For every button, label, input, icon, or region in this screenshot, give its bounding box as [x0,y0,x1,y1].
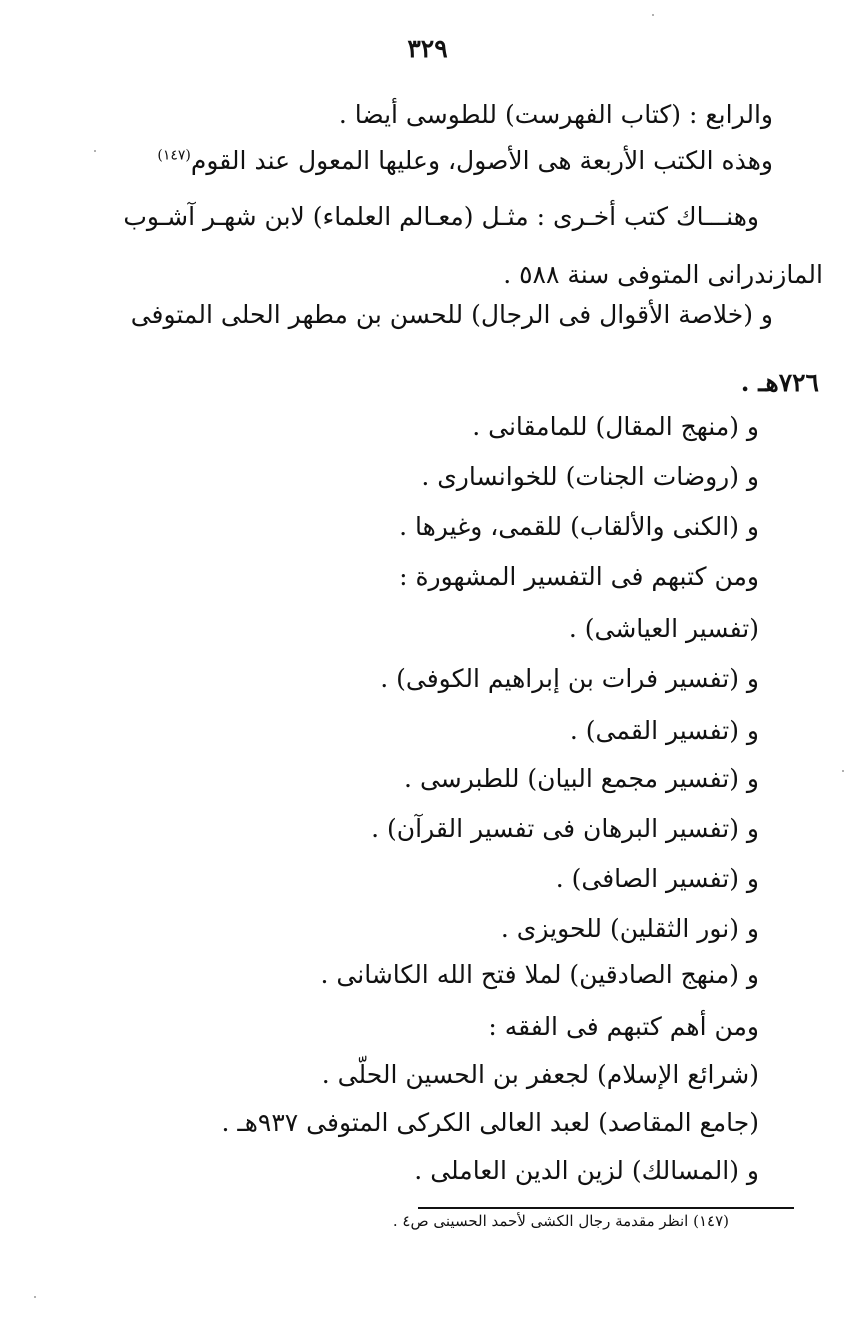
text-line-10: ومن كتبهم فى التفسير المشهورة : [399,562,759,591]
text-line-4: المازندرانى المتوفى سنة ٥٨٨ . [503,260,823,289]
scan-speck [34,1296,36,1298]
footnote: (١٤٧) انظر مقدمة رجال الكشى لأحمد الحسينى ص٤ . [392,1212,729,1230]
text-line-11: (تفسير العياشى) . [568,614,759,643]
scan-speck [94,150,96,152]
text-line-9: و (الكنى والألقاب) للقمى، وغيرها . [399,512,759,541]
text-line-16: و (تفسير الصافى) . [555,864,759,893]
text-line-2 [157,146,773,176]
scan-speck [652,14,654,16]
text-line-21: (جامع المقاصد) لعبد العالى الكركى المتوفى ٩٣٧هـ . [221,1108,759,1137]
text-line-22: و (المسالك) لزين الدين العاملى . [414,1156,759,1185]
text-line-14: و (تفسير مجمع البيان) للطبرسى . [404,764,759,793]
text-line-18: و (منهج الصادقين) لملا فتح الله الكاشانى . [320,960,759,989]
footnote-rule [418,1207,794,1209]
text-line-13: و (تفسير القمى) . [569,716,759,745]
text-line-12: و (تفسير فرات بن إبراهيم الكوفى) . [380,664,759,693]
text-line-2-body: وهذه الكتب الأربعة هى الأصول، وعليها المعول عند القوم [190,146,773,175]
text-line-15: و (تفسير البرهان فى تفسير القرآن) . [371,814,759,843]
text-line-3: وهنـــاك كتب أخـرى : مثـل (معـالم العلماء) لابن شهـر آشـوب [123,202,759,231]
text-line-7: و (منهج المقال) للمامقانى . [472,412,759,441]
text-line-1: والرابع : (كتاب الفهرست) للطوسى أيضا . [338,100,773,129]
page-number: ٣٢٩ [407,34,448,63]
text-line-19: ومن أهم كتبهم فى الفقه : [488,1012,759,1041]
footnote-marker: (١٤٧) [157,147,191,164]
text-line-8: و (روضات الجنات) للخوانسارى . [421,462,759,491]
text-line-5: و (خلاصة الأقوال فى الرجال) للحسن بن مطهر الحلى المتوفى [130,300,773,329]
text-line-17: و (نور الثقلين) للحويزى . [500,914,759,943]
scan-speck [842,770,844,772]
text-line-20: (شرائع الإسلام) لجعفر بن الحسين الحلّى . [321,1060,759,1089]
text-line-6: ٧٢٦هـ . [740,368,819,397]
